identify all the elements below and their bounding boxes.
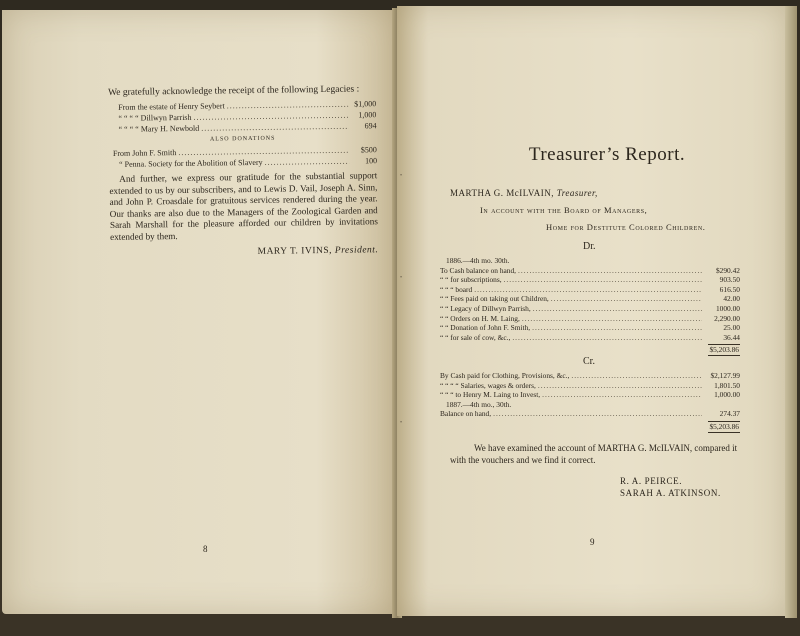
donation-row: “ Penna. Society for the Abolition of Slavery ..... 100: [109, 155, 377, 170]
acknowledgements-section: [108, 84, 378, 260]
ledger-row: “ “ “ board ..... 616.50: [440, 285, 740, 295]
ledger-row: “ “ Orders on H. M. Laing, ..... 2,290.00: [440, 314, 740, 324]
legacy-row: From the estate of Henry Seybert ..... $1,000: [108, 98, 376, 113]
legacies-intro: We gratefully acknowledge the receipt of the following Legacies :: [108, 84, 360, 98]
report-title: Treasurer’s Report.: [528, 144, 686, 165]
ledger-row: Balance on hand, ..... 274.37: [440, 409, 740, 419]
ledger-row: “ “ for subscriptions, ..... 903.50: [440, 275, 740, 285]
legacy-row: “ “ “ “ Dillwyn Parrish ..... 1,000: [108, 109, 376, 124]
also-donations-heading: ALSO DONATIONS: [209, 135, 276, 143]
credit-heading: Cr.: [583, 356, 595, 367]
legacy-row: “ “ “ “ Mary H. Newbold ..... 694: [109, 120, 377, 135]
credit-ledger: [440, 371, 740, 433]
page-number-left: 8: [203, 544, 208, 554]
audit-note: We have examined the account of MARTHA G. McILVAIN, compared it with the vouchers and we find it correct.: [450, 443, 738, 465]
ledger-row: “ “ “ to Henry M. Laing to Invest, ..... 1,000.00: [440, 390, 740, 400]
home-line: Home for Destitute Colored Children.: [546, 222, 706, 232]
treasurer-line: MARTHA G. McILVAIN, Treasurer,: [450, 188, 598, 198]
debit-heading: Dr.: [583, 241, 596, 252]
debit-date: 1886.—4th mo. 30th.: [446, 256, 510, 265]
binding-mark: •: [400, 275, 403, 281]
president-signature: MARY T. IVINS, President.: [257, 245, 379, 257]
account-line: In account with the Board of Managers,: [480, 205, 648, 215]
page-edges: [785, 6, 797, 618]
debit-ledger: [440, 256, 740, 356]
auditor-signature: R. A. PEIRCE.: [620, 476, 683, 486]
gratitude-paragraph: And further, we express our gratitude for the substantial support extended to us by our subscribers, and to Lewis D. Vail, Joseph A. Sinn, and John P. Croasdale for gratuitous services rendered during the year. Our thanks are also due to the Managers of the Zoological Garden and Sarah Marshall for the pleasure afforded our children by invitations extended by them.: [109, 170, 378, 242]
ledger-row: “ “ Fees paid on taking out Children, ..... 42.00: [440, 294, 740, 304]
credit-total: $5,203.86: [709, 421, 739, 431]
ledger-row: “ “ Legacy of Dillwyn Parrish, ..... 1000.00: [440, 304, 740, 314]
ledger-row: By Cash paid for Clothing, Provisions, &c., ..... $2,127.99: [440, 371, 740, 381]
debit-total: $5,203.86: [709, 345, 739, 355]
binding-mark: •: [400, 173, 403, 179]
auditor-signature: SARAH A. ATKINSON.: [620, 488, 721, 498]
binding-mark: •: [400, 420, 403, 426]
ledger-row: “ “ Donation of John F. Smith, ..... 25.00: [440, 323, 740, 333]
donation-row: From John F. Smith ..... $500: [109, 144, 377, 159]
ledger-row: “ “ “ “ Salaries, wages & orders, ..... 1,801.50: [440, 381, 740, 391]
credit-date: 1887.—4th mo., 30th.: [446, 399, 512, 409]
ledger-row: “ “ for sale of cow, &c., ..... 36.44: [440, 333, 740, 343]
ledger-row: To Cash balance on hand, ..... $290.42: [440, 266, 740, 276]
page-number-right: 9: [590, 537, 595, 547]
